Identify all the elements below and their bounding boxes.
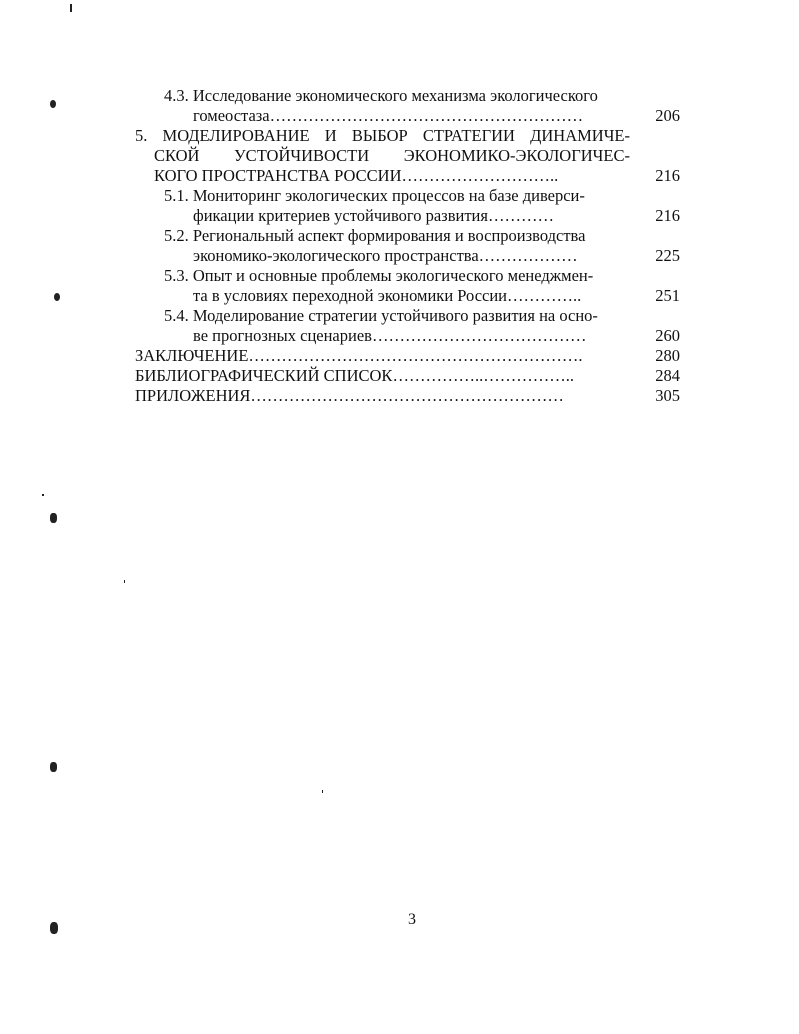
toc-entry-conclusion[interactable] <box>135 346 680 366</box>
toc-entry-5-3[interactable] <box>135 266 680 306</box>
toc-entry-title-cont: та в условиях переходной экономики России………….. <box>193 285 582 305</box>
toc-entry-page: 305 <box>655 386 680 406</box>
scan-speck <box>70 4 72 12</box>
toc-entry-title: 5.4. Моделирование стратегии устойчивого развития на осно- <box>164 306 598 325</box>
scan-speck <box>124 580 125 583</box>
toc-entry-page: 260 <box>655 326 680 346</box>
toc-entry-title: ПРИЛОЖЕНИЯ………………………………………………… <box>135 386 564 405</box>
toc-entry-title-cont: гомеостаза………………………………………………… <box>193 105 584 125</box>
scan-speck <box>50 100 56 108</box>
scan-speck <box>50 513 57 523</box>
toc-entry-page: 225 <box>655 246 680 266</box>
toc-entry-title: 5.3. Опыт и основные проблемы экологического менеджмен- <box>164 266 594 285</box>
page-number: 3 <box>408 911 416 928</box>
toc-entry-title: 5. МОДЕЛИРОВАНИЕ И ВЫБОР СТРАТЕГИИ ДИНАМИЧЕ- <box>135 126 630 145</box>
scan-speck <box>322 790 323 793</box>
toc-entry-page: 251 <box>655 286 680 306</box>
toc-entry-5-1[interactable] <box>135 186 680 226</box>
toc-entry-title: 5.2. Региональный аспект формирования и воспроизводства <box>164 226 586 245</box>
scan-speck <box>54 293 60 301</box>
scan-speck <box>50 922 58 934</box>
toc-entry-title-cont: фикации критериев устойчивого развития………… <box>193 205 554 225</box>
toc-entry-4-3[interactable] <box>135 86 680 126</box>
scan-speck <box>50 762 57 772</box>
toc-entry-page: 280 <box>655 346 680 366</box>
scan-speck <box>42 494 44 496</box>
toc-entry-page: 284 <box>655 366 680 386</box>
toc-entry-page: 216 <box>655 206 680 226</box>
table-of-contents <box>135 86 680 406</box>
toc-entry-title: 5.1. Мониторинг экологических процессов на базе диверси- <box>164 186 585 205</box>
toc-entry-page: 216 <box>655 166 680 186</box>
toc-entry-page: 206 <box>655 106 680 126</box>
toc-entry-title: 4.3. Исследование экономического механизма экологического <box>164 86 598 105</box>
toc-entry-title-cont: КОГО ПРОСТРАНСТВА РОССИИ……………………….. <box>154 165 559 185</box>
toc-entry-bibliography[interactable] <box>135 366 680 386</box>
toc-entry-title: ЗАКЛЮЧЕНИЕ……………………………………………………. <box>135 346 583 365</box>
toc-entry-5[interactable] <box>135 126 680 186</box>
toc-entry-appendices[interactable] <box>135 386 680 406</box>
toc-entry-title-cont: экономико-экологического пространства……………… <box>193 245 578 265</box>
toc-entry-5-2[interactable] <box>135 226 680 266</box>
toc-entry-title-cont: СКОЙ УСТОЙЧИВОСТИ ЭКОНОМИКО-ЭКОЛОГИЧЕС- <box>154 145 630 165</box>
toc-entry-title: БИБЛИОГРАФИЧЕСКИЙ СПИСОК……………..…………….. <box>135 366 574 385</box>
toc-entry-title-cont: ве прогнозных сценариев………………………………… <box>193 325 587 345</box>
toc-entry-5-4[interactable] <box>135 306 680 346</box>
